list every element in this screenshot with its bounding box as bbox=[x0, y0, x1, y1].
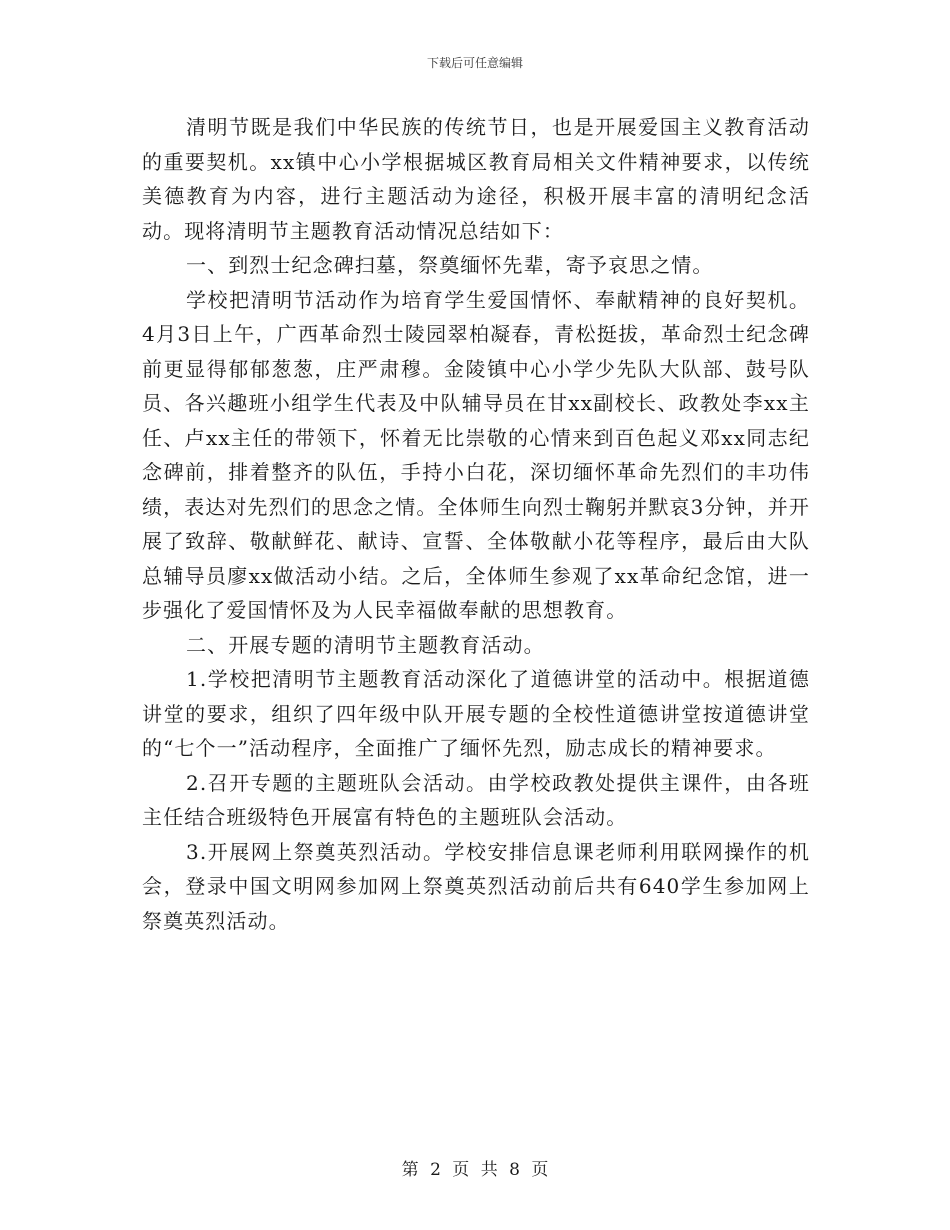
paragraph-intro: 清明节既是我们中华民族的传统节日，也是开展爱国主义教育活动的重要契机。xx镇中心小学根据城区教育局相关文件精神要求，以传统美德教育为内容，进行主题活动为途径，积极开展丰富的清明纪念活动。现将清明节主题教育活动情况总结如下： bbox=[142, 115, 810, 243]
paragraph-item-1: 1.学校把清明节主题教育活动深化了道德讲堂的活动中。根据道德讲堂的要求，组织了四年级中队开展专题的全校性道德讲堂按道德讲堂的“七个一”活动程序，全面推广了缅怀先烈，励志成长的精神要求。 bbox=[142, 667, 810, 760]
paragraph-item-3: 3.开展网上祭奠英烈活动。学校安排信息课老师利用联网操作的机会，登录中国文明网参加网上祭奠英烈活动前后共有640学生参加网上祭奠英烈活动。 bbox=[142, 839, 810, 933]
section-heading-1: 一、到烈士纪念碑扫墓，祭奠缅怀先辈，寄予哀思之情。 bbox=[186, 253, 714, 277]
paragraph-item-2: 2.召开专题的主题班队会活动。由学校政教处提供主课件，由各班主任结合班级特色开展富有特色的主题班队会活动。 bbox=[142, 770, 810, 829]
document-body bbox=[142, 110, 810, 938]
paragraph-section-1: 学校把清明节活动作为培育学生爱国情怀、奉献精神的良好契机。4月3日上午，广西革命烈士陵园翠柏凝春，青松挺拔，革命烈士纪念碑前更显得郁郁葱葱，庄严肃穆。金陵镇中心小学少先队大队部、鼓号队员、各兴趣班小组学生代表及中队辅导员在甘xx副校长、政教处李xx主任、卢xx主任的带领下，怀着无比崇敬的心情来到百色起义邓xx同志纪念碑前，排着整齐的队伍，手持小白花，深切缅怀革命先烈们的丰功伟绩，表达对先烈们的思念之情。全体师生向烈士鞠躬并默哀3分钟，并开展了致辞、敬献鲜花、献诗、宣誓、全体敬献小花等程序，最后由大队总辅导员廖xx做活动小结。之后，全体师生参观了xx革命纪念馆，进一步强化了爱国情怀及为人民幸福做奉献的思想教育。 bbox=[142, 287, 810, 622]
section-heading-2: 二、开展专题的清明节主题教育活动。 bbox=[186, 632, 545, 657]
page-number-footer: 第 2 页 共 8 页 bbox=[401, 1160, 549, 1180]
page-header-note: 下载后可任意编辑 bbox=[426, 56, 523, 70]
